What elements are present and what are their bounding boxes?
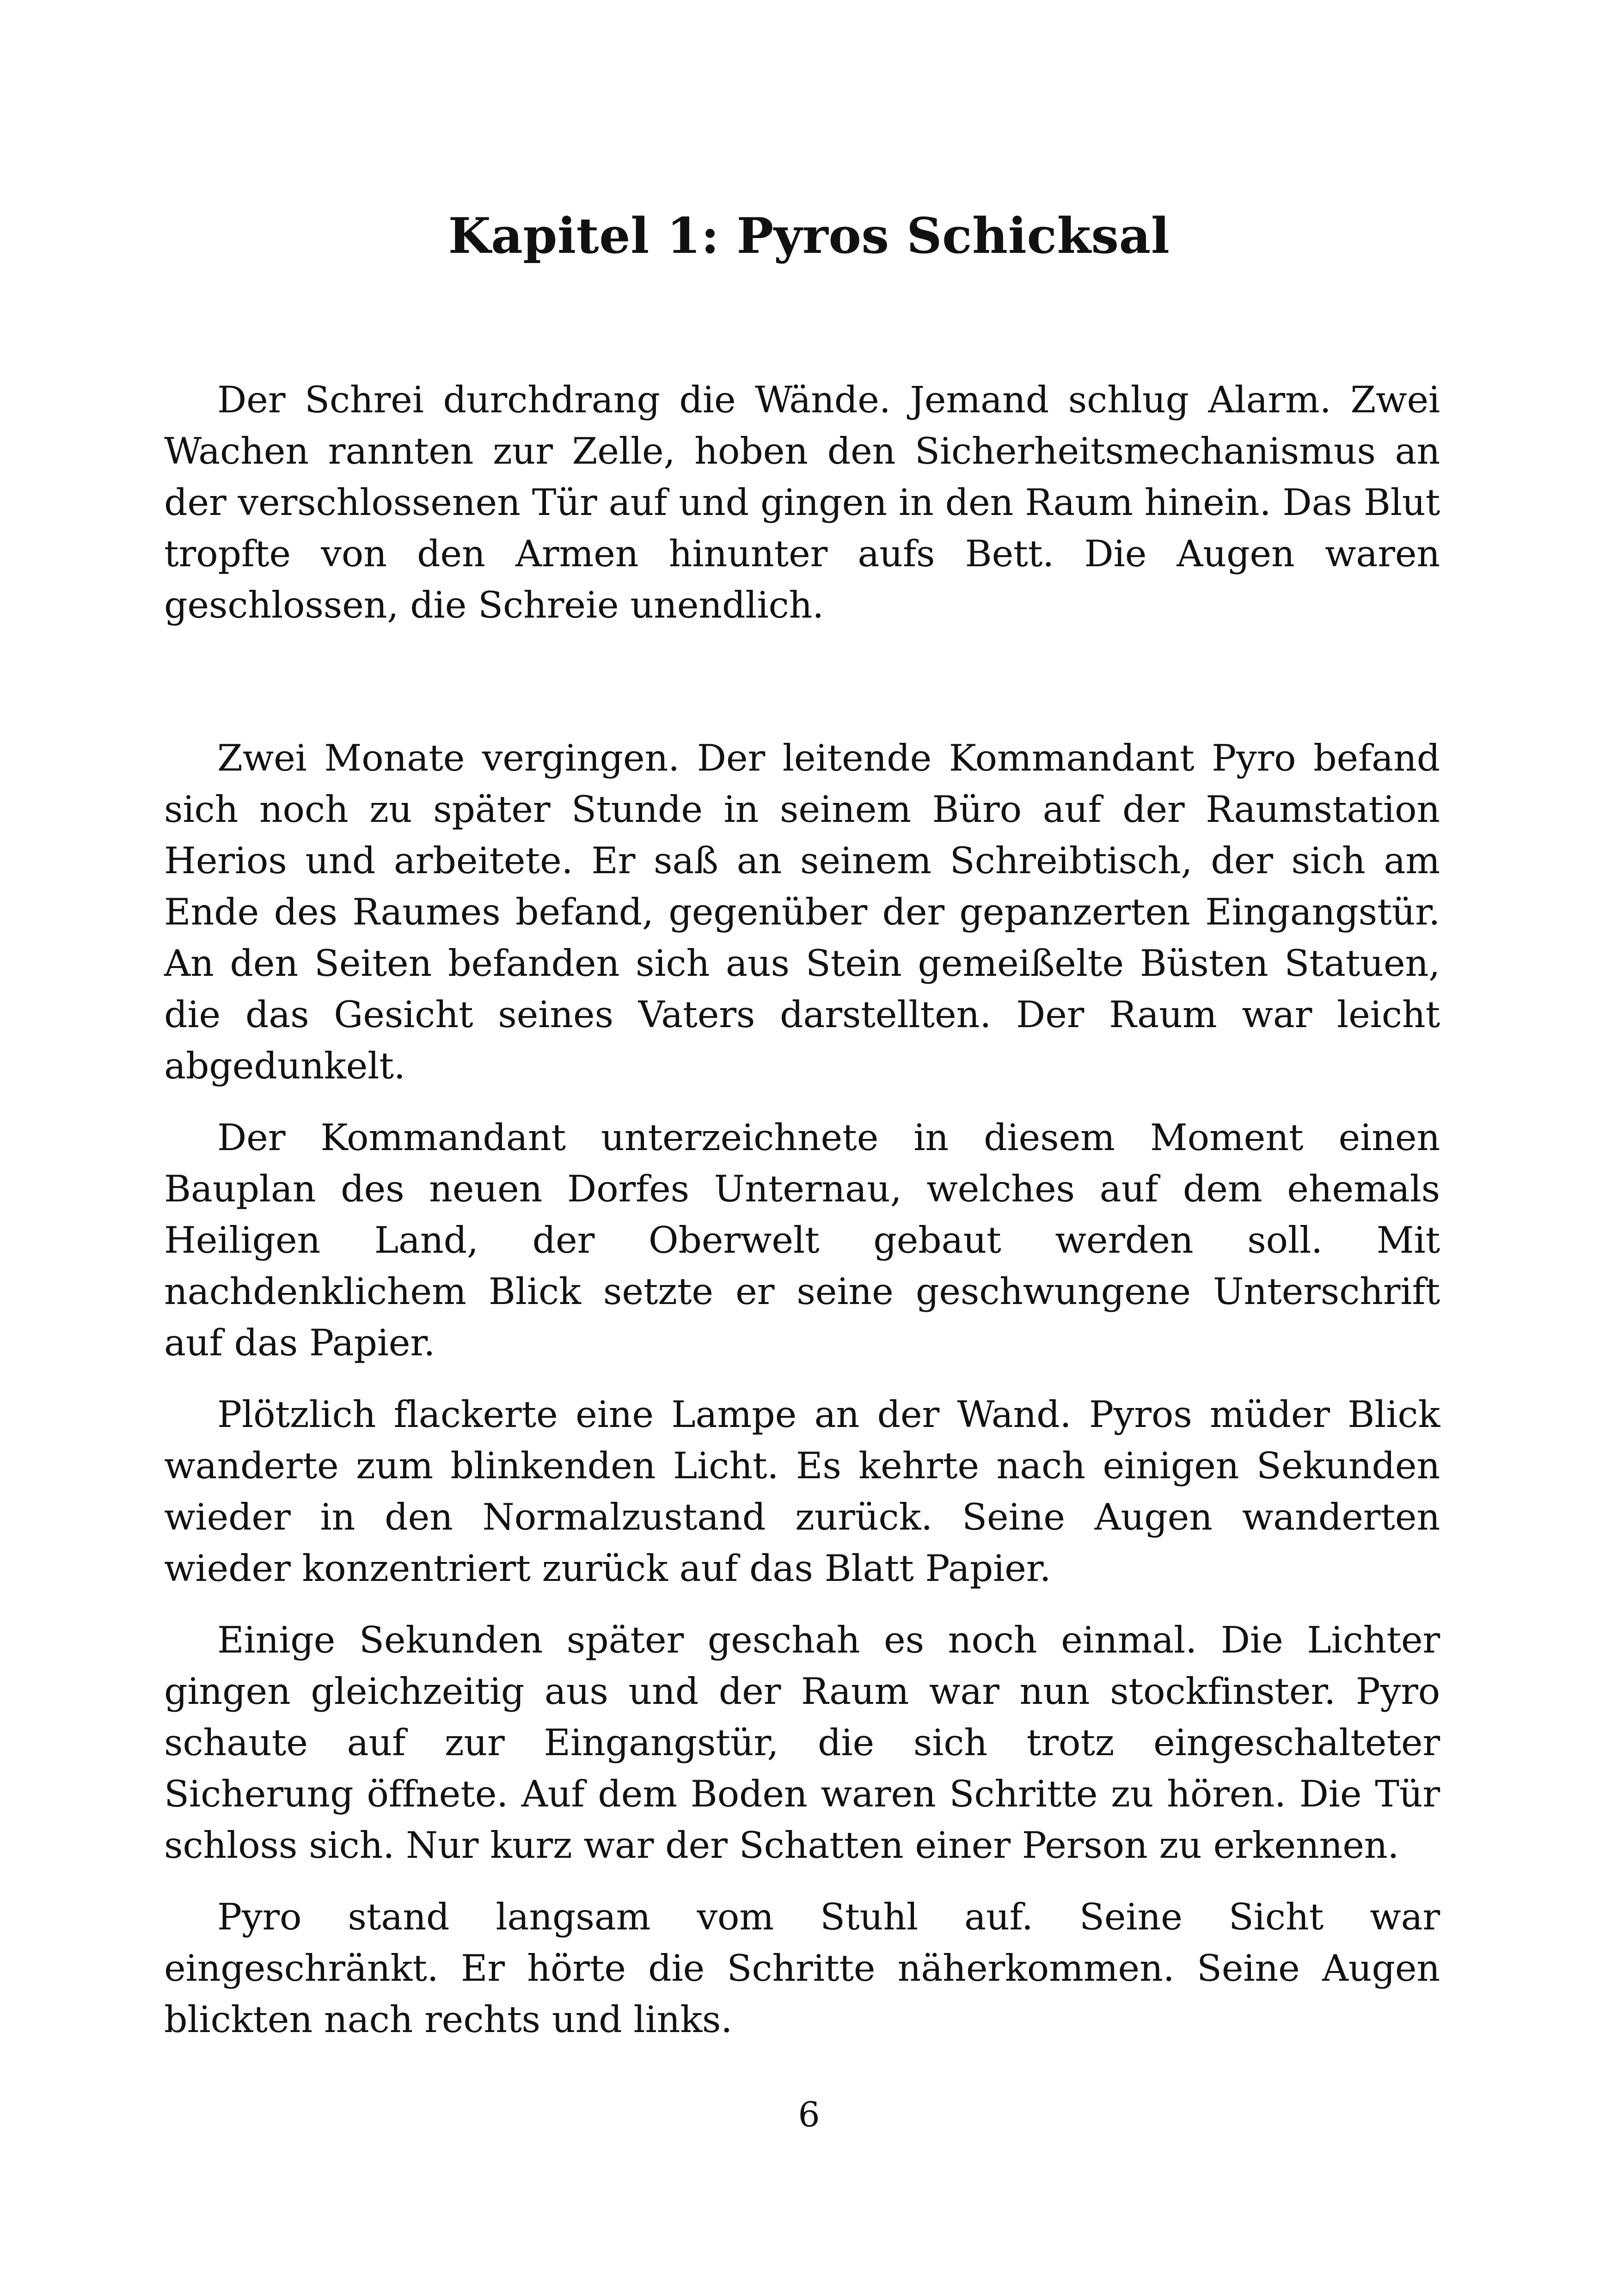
- paragraph-3: Der Kommandant unterzeichnete in diesem Moment einen Bauplan des neuen Dorfes Unternau, welches auf dem ehemals Heiligen Land, der Oberwelt gebaut werden soll. Mit nachdenklichem Blick setzte er seine geschwungene Unterschrift auf das Papier.: [164, 1116, 1440, 1364]
- paragraph-5: Einige Sekunden später geschah es noch einmal. Die Lichter gingen gleichzeitig aus und der Raum war nun stockfinster. Pyro schaute auf zur Eingangstür, die sich trotz eingeschalteter Sicherung öffnete. Auf dem Boden waren Schritte zu hören. Die Tür schloss sich. Nur kurz war der Schatten einer Person zu erkennen.: [164, 1619, 1440, 1867]
- chapter-title: Kapitel 1: Pyros Schicksal: [448, 207, 1170, 264]
- paragraph-2: Zwei Monate vergingen. Der leitende Kommandant Pyro befand sich noch zu später Stunde in seinem Büro auf der Raumstation Herios und arbeitete. Er saß an seinem Schreibtisch, der sich am Ende des Raumes befand, gegenüber der gepanzerten Eingangstür. An den Seiten befanden sich aus Stein gemeißelte Büsten Statuen, die das Gesicht seines Vaters darstellten. Der Raum war leicht abgedunkelt.: [164, 737, 1440, 1087]
- paragraph-6: Pyro stand langsam vom Stuhl auf. Seine Sicht war eingeschränkt. Er hörte die Schritte näherkommen. Seine Augen blickten nach rechts und links.: [164, 1896, 1440, 2041]
- body-text: [164, 374, 1440, 2066]
- page-number: 6: [798, 2095, 820, 2135]
- paragraph-1: Der Schrei durchdrang die Wände. Jemand schlug Alarm. Zwei Wachen rannten zur Zelle, hoben den Sicherheitsmechanismus an der verschlossenen Tür auf und gingen in den Raum hinein. Das Blut tropfte von den Armen hinunter aufs Bett. Die Augen waren geschlossen, die Schreie unendlich.: [164, 379, 1440, 626]
- paragraph-4: Plötzlich flackerte eine Lampe an der Wand. Pyros müder Blick wanderte zum blinkenden Licht. Es kehrte nach einigen Sekunden wieder in den Normalzustand zurück. Seine Augen wanderten wieder konzentriert zurück auf das Blatt Papier.: [164, 1393, 1440, 1590]
